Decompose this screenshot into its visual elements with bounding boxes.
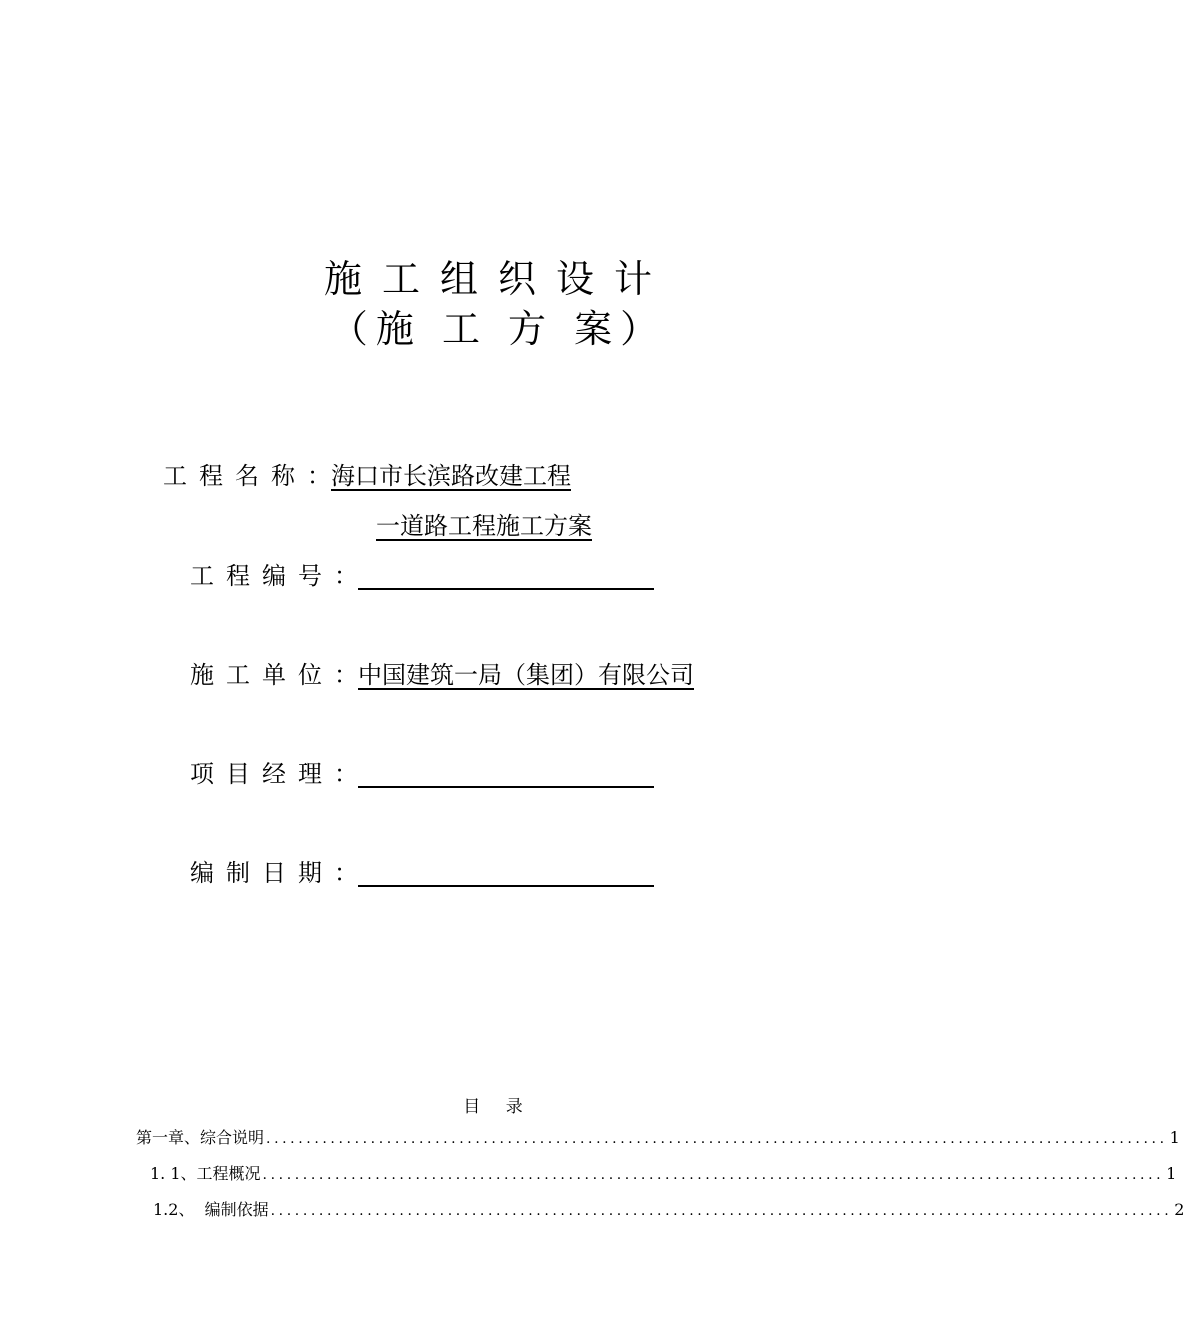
- toc-item[interactable]: [150, 1162, 1177, 1186]
- toc-item[interactable]: [136, 1126, 1180, 1150]
- field-label: 施工单位: [190, 661, 334, 689]
- field-colon: ：: [334, 859, 358, 887]
- document-subtitle: （施 工 方 案）: [329, 307, 667, 351]
- toc-leader-dots: ................................................................................................................: [266, 1131, 1168, 1147]
- compile-date-blank-line: [358, 859, 654, 887]
- field-colon: ：: [307, 462, 331, 490]
- toc-leader-dots: ................................................................................................................: [270, 1203, 1173, 1219]
- field-project-name-line2: [376, 510, 592, 542]
- project-name-value-line2: 一道路工程施工方案: [376, 512, 592, 540]
- field-colon: ：: [334, 661, 358, 689]
- toc-title: 目 录: [463, 1097, 533, 1117]
- field-label: 项目经理: [190, 760, 334, 788]
- field-construction-unit: [190, 659, 694, 691]
- toc-item-page: 2: [1174, 1200, 1184, 1219]
- toc-item-text: 1.2、 编制依据: [153, 1200, 269, 1219]
- project-name-value: 海口市长滨路改建工程: [331, 462, 571, 490]
- field-label: 编制日期: [190, 859, 334, 887]
- field-project-name: [163, 460, 571, 492]
- field-compile-date: [190, 857, 654, 889]
- project-manager-blank-line: [358, 760, 654, 788]
- toc-item[interactable]: [153, 1198, 1184, 1222]
- toc-item-text: 第一章、综合说明: [136, 1128, 265, 1147]
- field-project-manager: [190, 758, 654, 790]
- toc-item-page: 1: [1166, 1164, 1177, 1183]
- field-project-number: [190, 560, 654, 592]
- toc-item-page: 1: [1169, 1128, 1180, 1147]
- toc-item-text: 1. 1、工程概况: [150, 1164, 261, 1183]
- document-title: 施工组织设计: [323, 257, 672, 301]
- field-label: 工程名称: [163, 462, 307, 490]
- field-colon: ：: [334, 760, 358, 788]
- project-number-blank-line: [358, 562, 654, 590]
- toc-leader-dots: ................................................................................................................: [262, 1167, 1165, 1183]
- construction-unit-value: 中国建筑一局（集团）有限公司: [358, 661, 694, 689]
- field-label: 工程编号: [190, 562, 334, 590]
- field-colon: ：: [334, 562, 358, 590]
